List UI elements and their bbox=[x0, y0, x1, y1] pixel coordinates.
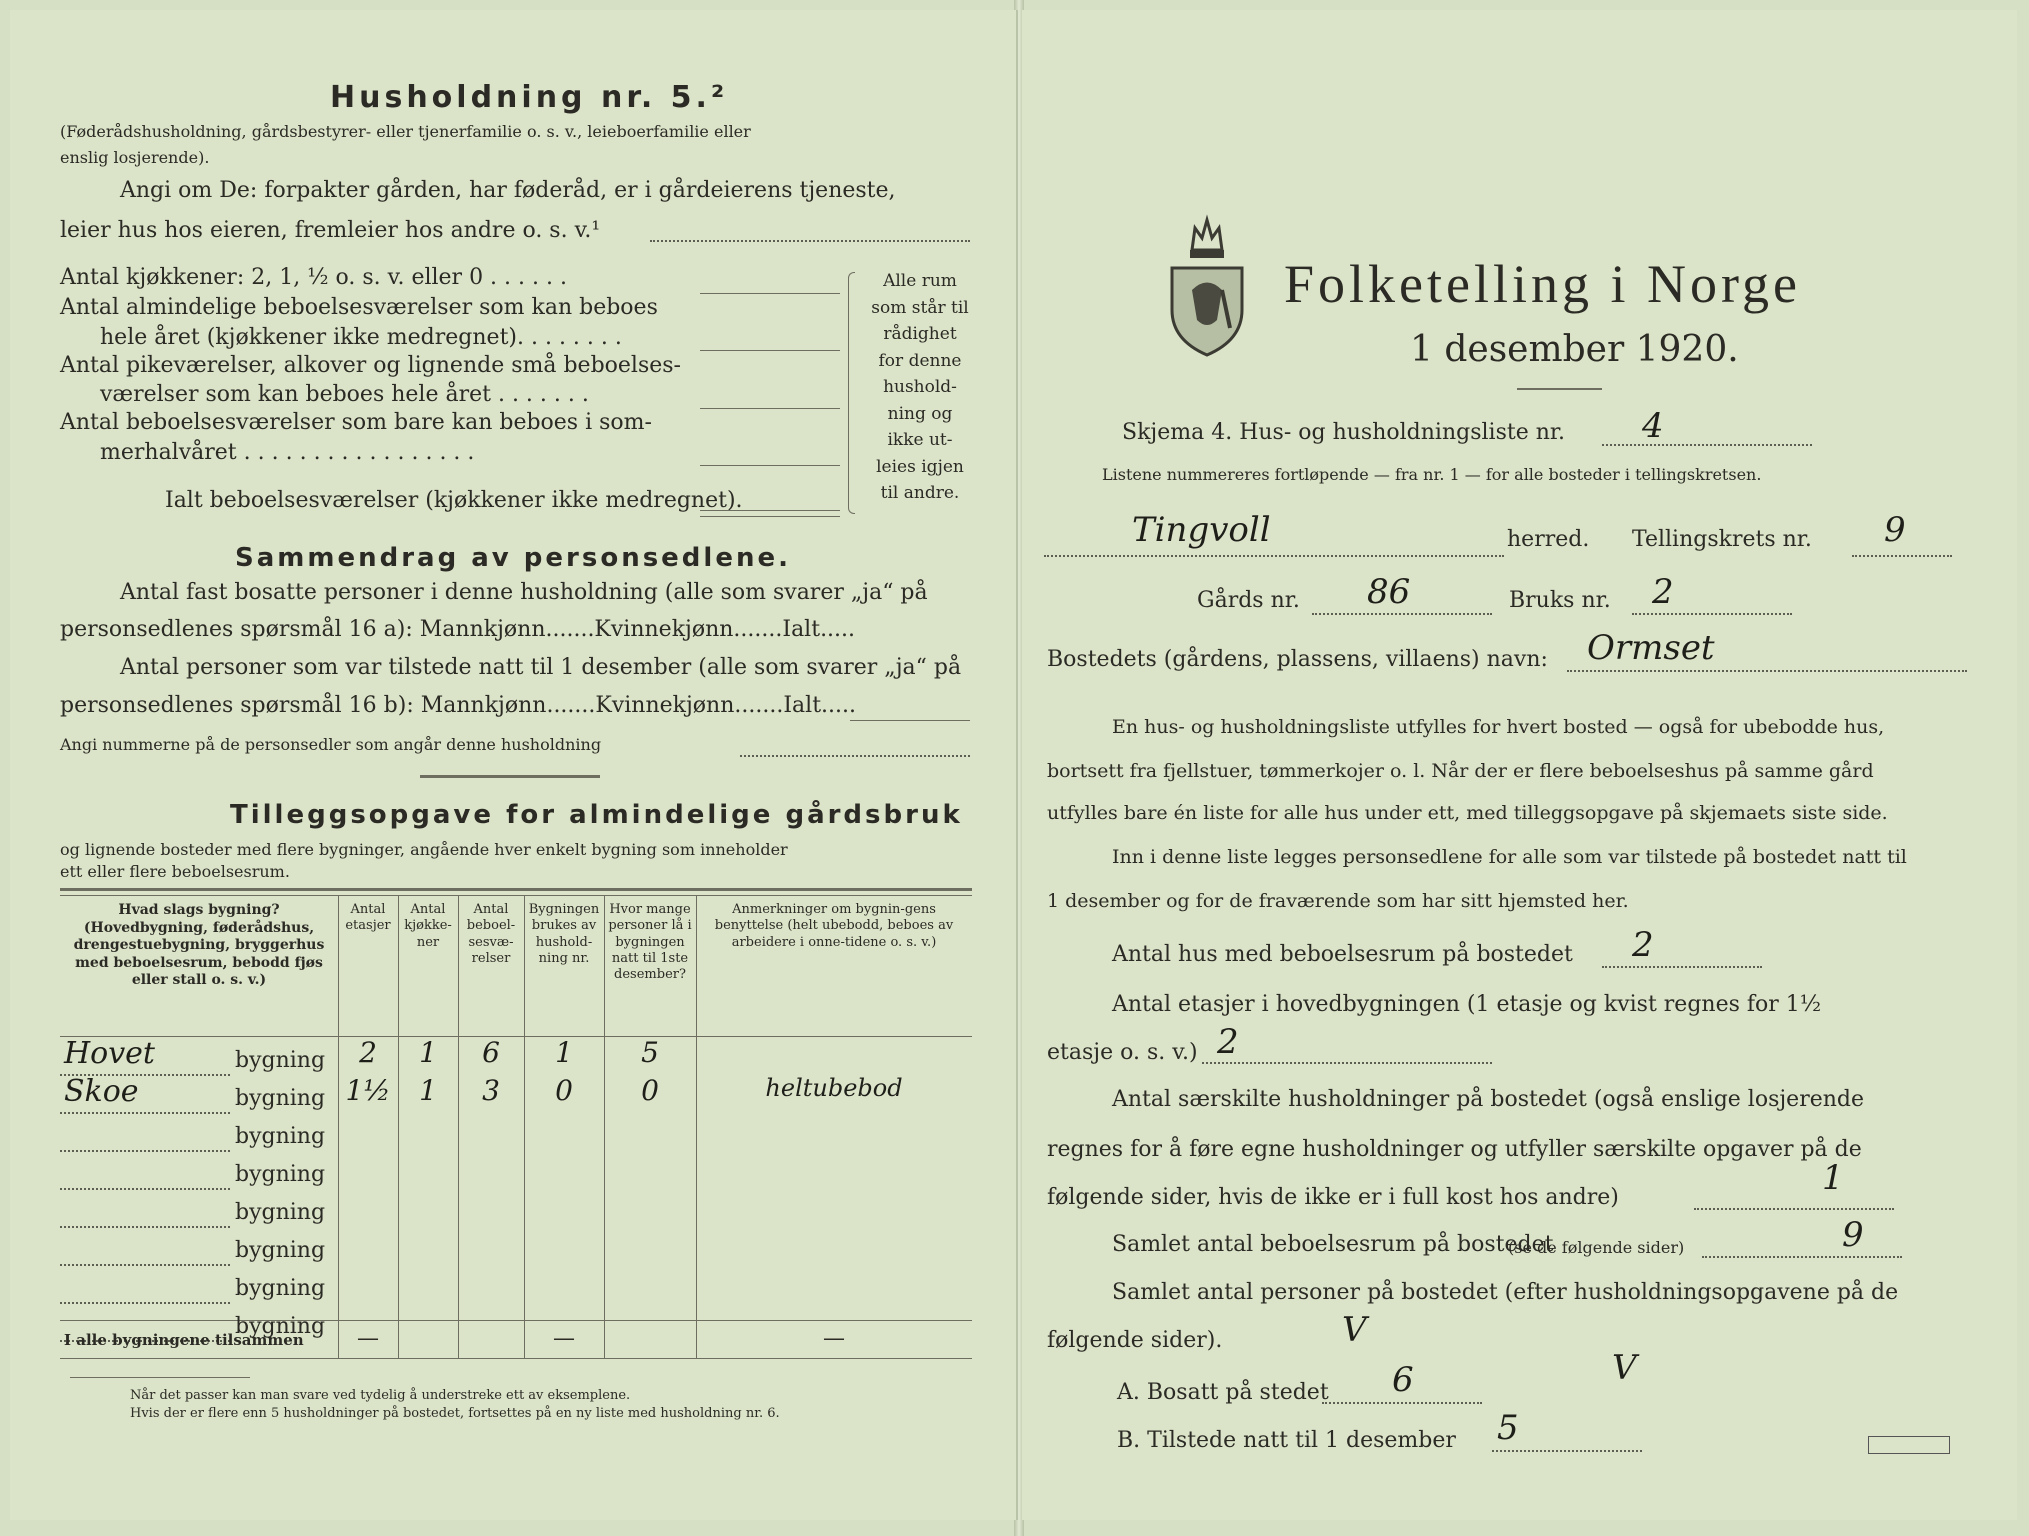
etasjer-label-1: Antal etasjer i hovedbygningen (1 etasje og kvist regnes for 1½ bbox=[1112, 992, 1822, 1017]
a-check: V bbox=[1612, 1348, 1637, 1388]
table-header: Antal beboel-sesvæ-relser bbox=[466, 902, 516, 966]
bruks-label: Bruks nr. bbox=[1509, 588, 1611, 613]
b-value: 5 bbox=[1497, 1408, 1519, 1448]
brace-note-line: til andre. bbox=[880, 483, 960, 503]
table-cell: 1½ bbox=[345, 1074, 391, 1107]
listene-note: Listene nummereres fortløpende — fra nr. 1 — for alle bosteder i tellingskretsen. bbox=[1102, 465, 1762, 484]
row-label: bygning bbox=[235, 1162, 326, 1187]
table-header: Hvor mange personer lå i bygningen natt til 1ste desember? bbox=[608, 902, 692, 982]
angi-line-2: leier hus hos eieren, fremleier hos andre o. s. v.¹ bbox=[60, 218, 601, 243]
footnote-1: Når det passer kan man svare ved tydelig å understreke ett av eksemplene. bbox=[130, 1388, 631, 1403]
household-note-2: enslig losjerende). bbox=[60, 148, 210, 167]
sommer-label-2: merhalvåret . . . . . . . . . . . . . . . . . bbox=[100, 440, 475, 465]
skjema-label: Skjema 4. Hus- og husholdningsliste nr. bbox=[1122, 420, 1565, 445]
row-label: bygning bbox=[235, 1276, 326, 1301]
pers-label-1: Samlet antal personer på bostedet (efter husholdningsopgavene på de bbox=[1112, 1280, 1899, 1305]
building-name: Hovet bbox=[64, 1036, 155, 1071]
total-label: I alle bygningene tilsammen bbox=[64, 1331, 304, 1349]
alm-label-2: hele året (kjøkkener ikke medregnet). . . . . . . . bbox=[100, 325, 622, 350]
table-header: Anmerkninger om bygnin-gens benyttelse (helt ubebodd, beboes av arbeidere i onne-tidene o. s. v.) bbox=[714, 902, 954, 950]
etasjer-value: 2 bbox=[1217, 1022, 1239, 1062]
brace-note-line: rådighet bbox=[883, 324, 957, 344]
household-title: Husholdning nr. 5.² bbox=[330, 80, 729, 115]
row-label: bygning bbox=[235, 1200, 326, 1225]
a-label: A. Bosatt på stedet bbox=[1117, 1380, 1329, 1405]
saer-label-3: følgende sider, hvis de ikke er i full kost hos andre) bbox=[1047, 1185, 1619, 1210]
table-cell: 1 bbox=[419, 1074, 437, 1107]
row-label: bygning bbox=[235, 1124, 326, 1149]
table-header: Hvad slags bygning? (Hovedbygning, føderådshus, drengestuebygning, bryggerhus med beboelsesrum, bebodd fjøs eller stall o. s. v.) bbox=[73, 902, 325, 988]
summary-line-5: Angi nummerne på de personsedler som angår denne husholdning bbox=[60, 735, 602, 754]
extra-line-1: og lignende bosteder med flere bygninger, angående hver enkelt bygning som inneholder bbox=[60, 840, 788, 859]
ialt-label: Ialt beboelsesværelser (kjøkkener ikke medregnet). bbox=[165, 488, 743, 513]
kjokkener-label: Antal kjøkkener: 2, 1, ½ o. s. v. eller 0 . . . . . . bbox=[60, 265, 567, 290]
p2-line-2: 1 desember og for de fraværende som har sitt hjemsted her. bbox=[1047, 890, 1629, 912]
table-header: Antal etasjer bbox=[345, 902, 391, 934]
pers-check: V bbox=[1342, 1310, 1367, 1350]
brace-note-line: Alle rum bbox=[883, 271, 957, 291]
summary-line-2: personsedlenes spørsmål 16 a): Mannkjønn.......Kvinnekjønn.......Ialt..... bbox=[60, 617, 856, 642]
table-cell: 2 bbox=[359, 1036, 377, 1069]
hus-value: 2 bbox=[1632, 925, 1654, 965]
rum-value: 9 bbox=[1842, 1215, 1864, 1255]
sommer-label-1: Antal beboelsesværelser som bare kan beboes i som- bbox=[60, 410, 652, 435]
row-label: bygning bbox=[235, 1314, 326, 1339]
form-title: Folketelling i Norge bbox=[1284, 254, 1801, 314]
p1-line-3: utfylles bare én liste for alle hus under ett, med tilleggsopgave på skjemaets siste side. bbox=[1047, 802, 1888, 824]
left-page bbox=[10, 10, 1018, 1520]
brace bbox=[848, 272, 855, 514]
summary-line-3: Antal personer som var tilstede natt til 1 desember (alle som svarer „ja“ på bbox=[120, 655, 962, 680]
p2-line-1: Inn i denne liste legges personsedlene for alle som var tilstede på bostedet natt til bbox=[1112, 846, 1907, 868]
pike-label-2: værelser som kan beboes hele året . . . . . . . bbox=[100, 382, 589, 407]
table-cell: heltubebod bbox=[765, 1074, 903, 1102]
total-dash: — bbox=[553, 1326, 575, 1351]
bruks-value: 2 bbox=[1652, 572, 1674, 612]
b-label: B. Tilstede natt til 1 desember bbox=[1117, 1428, 1456, 1453]
extra-line-2: ett eller flere beboelsesrum. bbox=[60, 862, 290, 881]
tellingskrets-value: 9 bbox=[1884, 510, 1906, 550]
saer-value: 1 bbox=[1822, 1158, 1844, 1198]
household-note: (Føderådshusholdning, gårdsbestyrer- eller tjenerfamilie o. s. v., leieboerfamilie eller bbox=[60, 122, 751, 141]
extra-title: Tilleggsopgave for almindelige gårdsbruk bbox=[230, 800, 963, 830]
total-dash: — bbox=[823, 1326, 845, 1351]
form-date: 1 desember 1920. bbox=[1410, 329, 1739, 370]
rum-note: (se de følgende sider) bbox=[1508, 1238, 1685, 1257]
footnote-2: Hvis der er flere enn 5 husholdninger på bostedet, fortsettes på en ny liste med husholdning nr. 6. bbox=[130, 1406, 780, 1421]
brace-note-line: ikke ut- bbox=[887, 430, 953, 450]
herred-value: Tingvoll bbox=[1132, 510, 1271, 550]
tellingskrets-label: Tellingskrets nr. bbox=[1632, 527, 1812, 552]
gards-value: 86 bbox=[1367, 572, 1411, 612]
pike-label-1: Antal pikeværelser, alkover og lignende små beboelses- bbox=[60, 353, 681, 378]
saer-label-2: regnes for å føre egne husholdninger og utfyller særskilte opgaver på de bbox=[1047, 1137, 1862, 1162]
alm-label-1: Antal almindelige beboelsesværelser som kan beboes bbox=[60, 295, 658, 320]
skjema-value: 4 bbox=[1642, 406, 1664, 446]
summary-line-1: Antal fast bosatte personer i denne husholdning (alle som svarer „ja“ på bbox=[120, 580, 928, 605]
gards-label: Gårds nr. bbox=[1197, 588, 1300, 613]
bosted-value: Ormset bbox=[1587, 628, 1715, 668]
bosted-label: Bostedets (gårdens, plassens, villaens) navn: bbox=[1047, 647, 1548, 672]
table-cell: 3 bbox=[482, 1074, 500, 1107]
row-label: bygning bbox=[235, 1086, 326, 1111]
table-cell: 6 bbox=[482, 1036, 500, 1069]
p1-line-1: En hus- og husholdningsliste utfylles for hvert bosted — også for ubebodde hus, bbox=[1112, 716, 1885, 738]
rum-label: Samlet antal beboelsesrum på bostedet bbox=[1112, 1232, 1554, 1257]
summary-title: Sammendrag av personsedlene. bbox=[235, 543, 791, 573]
table-cell: 1 bbox=[419, 1036, 437, 1069]
table-cell: 5 bbox=[641, 1036, 659, 1069]
printer-stamp bbox=[1868, 1436, 1950, 1454]
table-header: Antal kjøkke-ner bbox=[404, 902, 452, 950]
table-cell: 0 bbox=[641, 1074, 659, 1107]
table-cell: 0 bbox=[555, 1074, 573, 1107]
p1-line-2: bortsett fra fjellstuer, tømmerkojer o. l. Når der er flere beboelseshus på samme gård bbox=[1047, 760, 1874, 782]
brace-note bbox=[860, 268, 980, 507]
pers-label-2: følgende sider). bbox=[1047, 1328, 1223, 1353]
brace-note-line: hushold- bbox=[883, 377, 957, 397]
row-label: bygning bbox=[235, 1048, 326, 1073]
right-page bbox=[1022, 10, 2017, 1520]
herred-label: herred. bbox=[1507, 527, 1590, 552]
summary-line-4: personsedlenes spørsmål 16 b): Mannkjønn.......Kvinnekjønn.......Ialt..... bbox=[60, 693, 856, 718]
table-header: Bygningen brukes av hushold-ning nr. bbox=[528, 902, 600, 966]
angi-line-1: Angi om De: forpakter gården, har føderåd, er i gårdeierens tjeneste, bbox=[120, 178, 896, 203]
saer-label-1: Antal særskilte husholdninger på bostedet (også enslige losjerende bbox=[1112, 1087, 1865, 1112]
building-name: Skoe bbox=[64, 1074, 139, 1109]
total-dash: — bbox=[357, 1326, 379, 1351]
building-table bbox=[60, 888, 972, 1363]
etasjer-label-2: etasje o. s. v.) bbox=[1047, 1040, 1198, 1065]
hus-label: Antal hus med beboelsesrum på bostedet bbox=[1112, 942, 1573, 967]
brace-note-line: ning og bbox=[887, 403, 953, 424]
brace-note-line: som står til bbox=[871, 297, 969, 318]
brace-note-line: for denne bbox=[878, 350, 962, 371]
brace-note-line: leies igjen bbox=[876, 456, 964, 477]
coat-of-arms-icon bbox=[1162, 210, 1252, 360]
a-value: 6 bbox=[1392, 1360, 1414, 1400]
table-cell: 1 bbox=[555, 1036, 573, 1069]
row-label: bygning bbox=[235, 1238, 326, 1263]
